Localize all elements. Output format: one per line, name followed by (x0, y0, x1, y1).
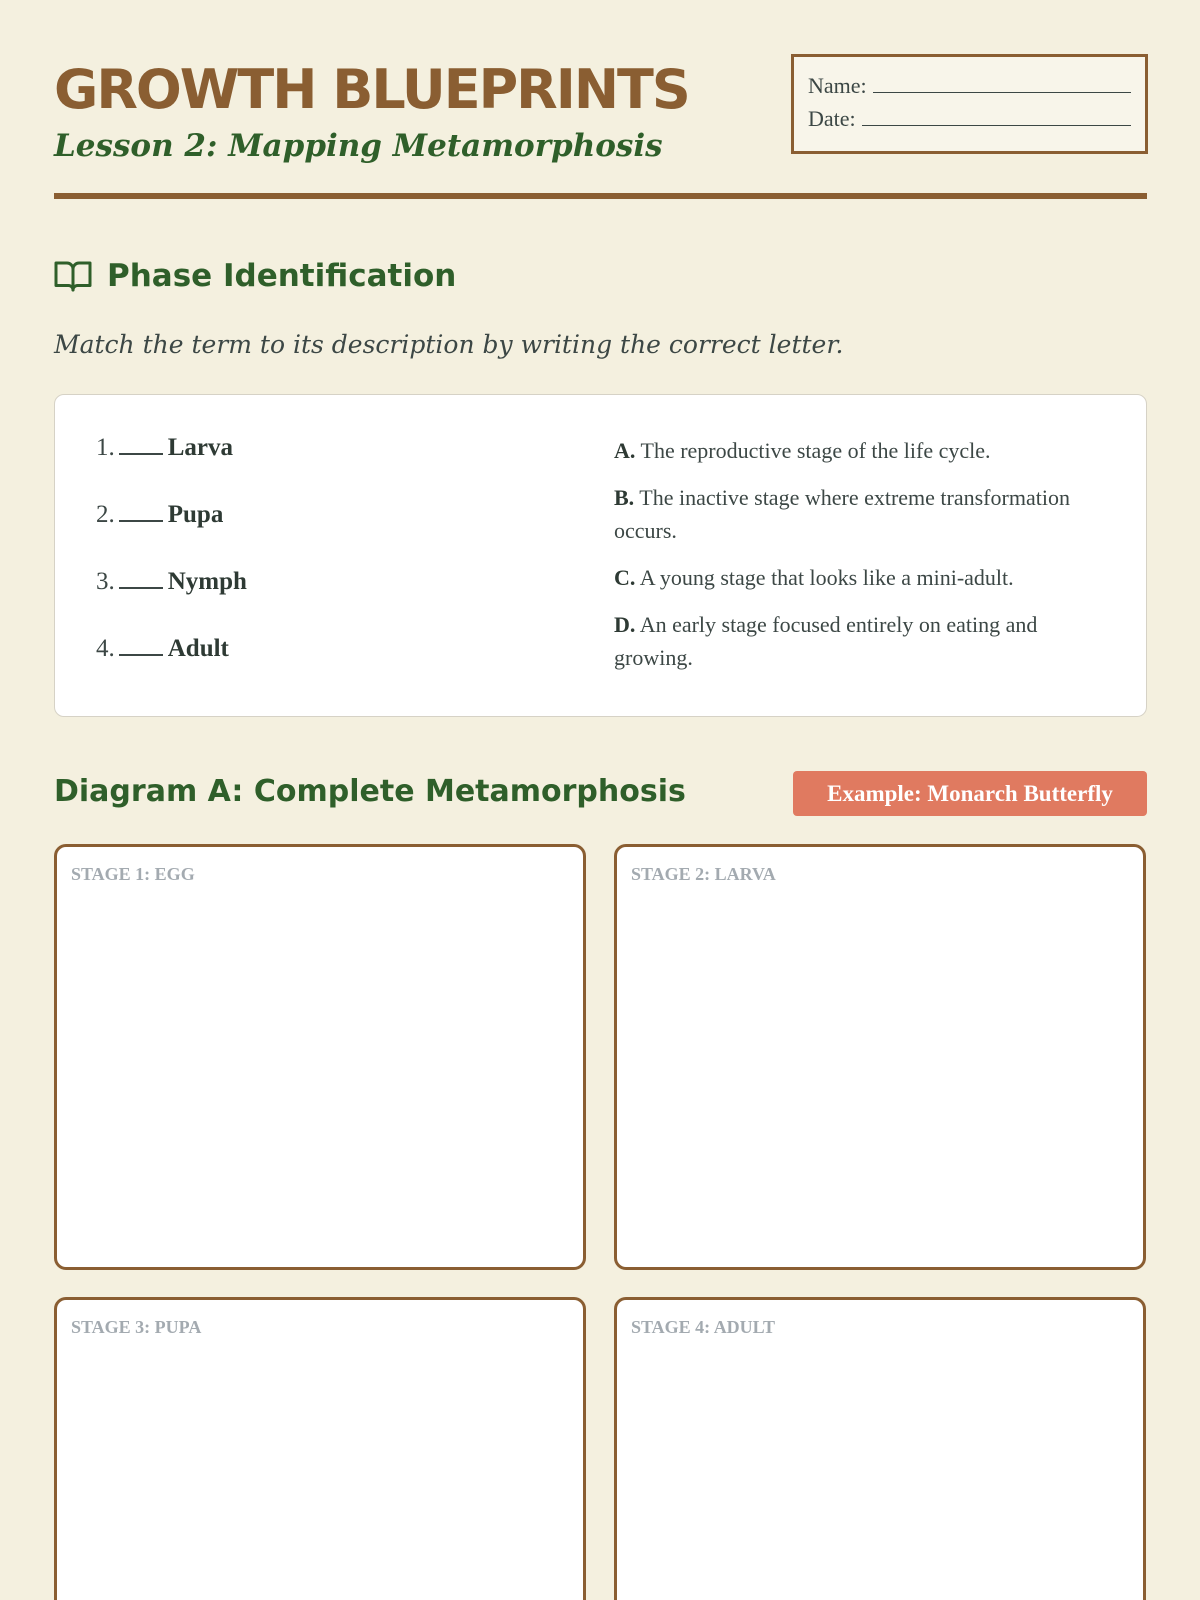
definition-item (614, 434, 1098, 467)
term-number: 3. (96, 568, 115, 595)
definition-letter: D. (614, 612, 636, 637)
stage-box-pupa[interactable] (54, 1297, 586, 1600)
date-field[interactable] (862, 108, 1131, 126)
stage-label: STAGE 3: PUPA (71, 1317, 202, 1337)
term-item (96, 634, 576, 701)
term-word: Pupa (167, 501, 224, 528)
term-item (96, 500, 576, 567)
definition-item (614, 481, 1098, 547)
term-word: Nymph (167, 568, 247, 595)
name-row (808, 73, 1131, 106)
worksheet-header (54, 54, 1147, 201)
definition-text: An early stage focused entirely on eating and growing. (614, 612, 1038, 670)
term-word: Larva (167, 434, 234, 461)
diagram-title: Diagram A: Complete Metamorphosis (54, 774, 686, 809)
header-divider (54, 193, 1147, 199)
term-list (96, 433, 576, 701)
stage-label: STAGE 4: ADULT (631, 1317, 776, 1337)
lesson-subtitle: Lesson 2: Mapping Metamorphosis (54, 128, 663, 164)
date-row (808, 106, 1131, 139)
matching-card (54, 394, 1147, 717)
definition-item (614, 608, 1098, 674)
definition-text: A young stage that looks like a mini-adult. (639, 565, 1014, 590)
name-label: Name: (808, 73, 867, 98)
answer-blank[interactable] (119, 500, 163, 522)
stage-label: STAGE 2: LARVA (631, 864, 776, 884)
name-field[interactable] (873, 75, 1131, 93)
answer-blank[interactable] (119, 567, 163, 589)
definition-letter: C. (614, 565, 636, 590)
term-number: 1. (96, 434, 115, 461)
name-date-box (791, 54, 1148, 154)
definition-letter: B. (614, 485, 635, 510)
section-title: Phase Identification (107, 258, 457, 294)
book-open-icon (54, 259, 92, 293)
definition-item (614, 561, 1098, 594)
instructions: Match the term to its description by writing the correct letter. (54, 330, 844, 359)
stage-label: STAGE 1: EGG (71, 864, 195, 884)
example-badge: Example: Monarch Butterfly (793, 771, 1147, 816)
answer-blank[interactable] (119, 634, 163, 656)
term-item (96, 433, 576, 500)
term-word: Adult (167, 635, 229, 662)
term-number: 4. (96, 635, 115, 662)
answer-blank[interactable] (119, 433, 163, 455)
stage-box-larva[interactable] (614, 844, 1146, 1270)
definition-text: The inactive stage where extreme transformation occurs. (614, 485, 1070, 543)
stage-box-adult[interactable] (614, 1297, 1146, 1600)
term-item (96, 567, 576, 634)
definition-text: The reproductive stage of the life cycle. (640, 438, 991, 463)
definition-letter: A. (614, 438, 636, 463)
phase-section-heading (54, 256, 456, 296)
stage-box-egg[interactable] (54, 844, 586, 1270)
date-label: Date: (808, 106, 856, 131)
worksheet-title: GROWTH BLUEPRINTS (54, 58, 689, 121)
definition-list (614, 434, 1098, 688)
term-number: 2. (96, 501, 115, 528)
